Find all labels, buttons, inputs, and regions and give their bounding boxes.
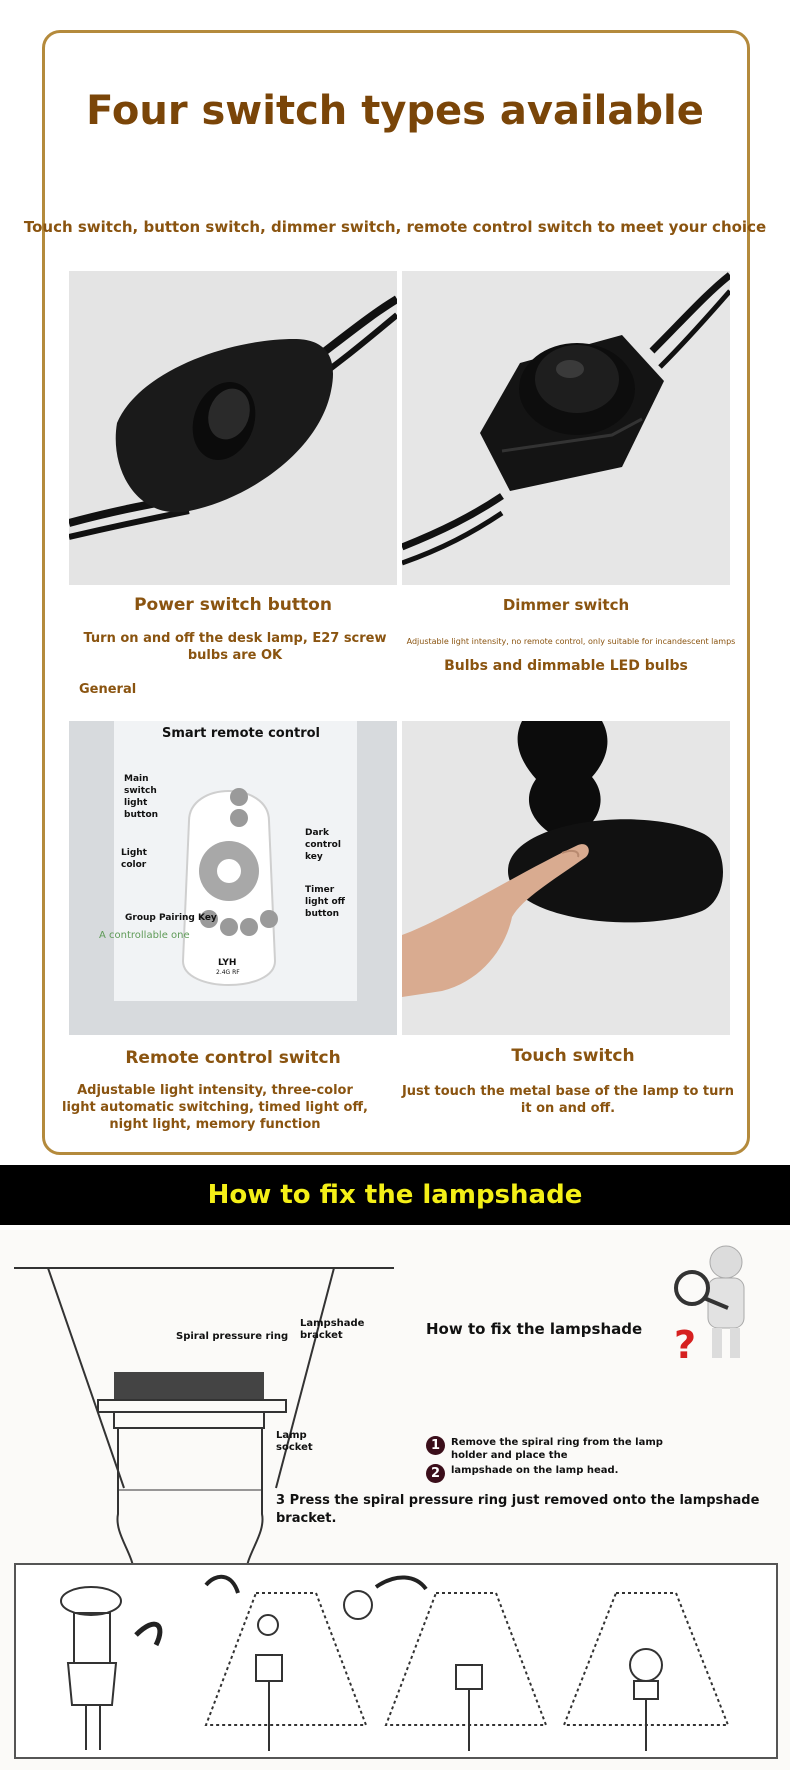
remote-timer-label: Timer light off button — [305, 885, 345, 919]
remote-switch-desc: Adjustable light intensity, three-color light automatic switching, timed light off, night light, memory function — [62, 1083, 368, 1132]
lampshade-cross-section-diagram — [14, 1254, 394, 1578]
touch-switch-photo — [402, 721, 730, 1035]
remote-main-switch-label: Main switch light button — [124, 774, 159, 820]
lampshade-steps-illustration — [14, 1563, 778, 1759]
remote-dark-control-label: Dark control key — [305, 828, 341, 862]
lampshade-banner — [0, 1165, 790, 1225]
remote-brand: LYH — [218, 958, 237, 968]
dimmer-switch-desc: Bulbs and dimmable LED bulbs — [444, 658, 688, 674]
dimmer-switch-photo — [402, 271, 730, 585]
lampshade-step-2 — [426, 1464, 666, 1483]
step-1-text: Remove the spiral ring from the lamp holder and place the — [451, 1437, 663, 1461]
remote-group-pairing-label: Group Pairing Key — [125, 913, 217, 923]
dimmer-switch-fine-print: Adjustable light intensity, no remote control, only suitable for incandescent lamps — [406, 637, 736, 646]
power-switch-desc: Turn on and off the desk lamp, E27 screw bulbs are OK — [83, 631, 387, 663]
lampshade-step-1 — [426, 1436, 666, 1462]
power-switch-photo — [69, 271, 397, 585]
socket-label: Lamp socket — [276, 1430, 313, 1453]
power-switch-illustration — [69, 271, 397, 585]
lampshade-banner-title: How to fix the lampshade — [207, 1180, 583, 1210]
remote-heading: Smart remote control — [162, 726, 320, 741]
touch-switch-desc: Just touch the metal base of the lamp to turn it on and off. — [401, 1084, 735, 1116]
step-2-number: 2 — [426, 1464, 445, 1483]
step-2-text: lampshade on the lamp head. — [451, 1465, 619, 1476]
spiral-ring-label: Spiral pressure ring — [176, 1331, 289, 1342]
step-1-number: 1 — [426, 1436, 445, 1455]
remote-light-color-label: Light color — [121, 848, 147, 870]
touch-switch-illustration — [402, 721, 730, 1035]
remote-switch-name: Remote control switch — [125, 1048, 341, 1068]
bracket-label: Lampshade bracket — [300, 1318, 365, 1341]
remote-controllable-label: A controllable one — [99, 930, 190, 941]
dimmer-switch-name: Dimmer switch — [502, 596, 630, 614]
page-title: Four switch types available — [86, 88, 704, 134]
touch-switch-name: Touch switch — [511, 1046, 635, 1066]
dimmer-switch-illustration — [402, 271, 730, 585]
lampshade-diagram-title: How to fix the lampshade — [426, 1320, 643, 1338]
power-switch-extra: General — [79, 682, 137, 697]
remote-control-photo — [69, 721, 397, 1035]
power-switch-name: Power switch button — [134, 595, 332, 615]
page-subtitle: Touch switch, button switch, dimmer switch, remote control switch to meet your choice — [23, 218, 767, 236]
assembly-sequence-drawing — [16, 1565, 776, 1757]
svg-text:?: ? — [674, 1323, 697, 1367]
lampshade-step-3: 3 Press the spiral pressure ring just removed onto the lampshade bracket. — [276, 1493, 760, 1526]
remote-brand-sub: 2.4G RF — [216, 969, 240, 976]
inspector-figure-icon — [668, 1238, 778, 1368]
remote-illustration — [69, 721, 397, 1035]
